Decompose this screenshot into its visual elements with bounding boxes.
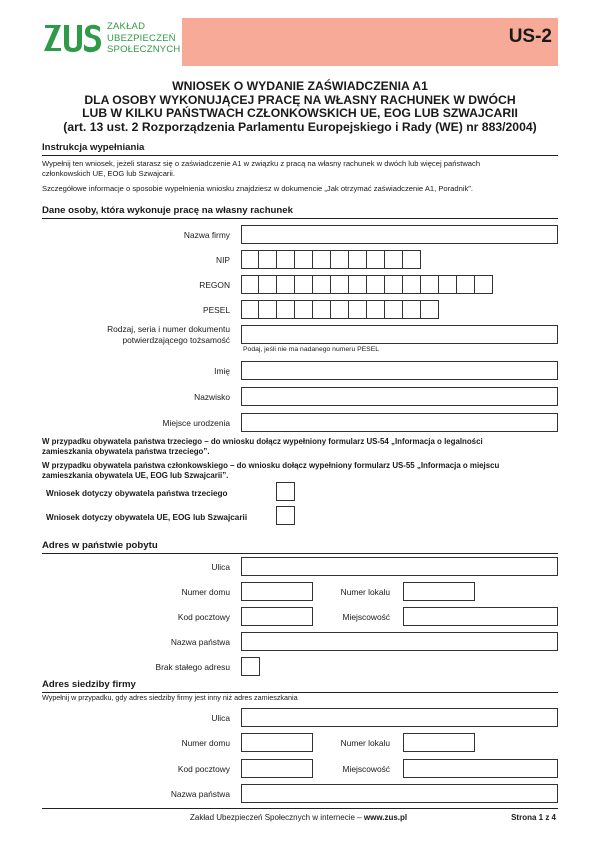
company-address-heading: Adres siedziby firmy bbox=[42, 679, 558, 693]
instructions-paragraph bbox=[42, 159, 562, 180]
third-country-note bbox=[42, 437, 558, 456]
zus-logo-icon bbox=[44, 22, 102, 54]
member-state-note-line: zamieszkania obywatela UE, EOG lub Szwajcarii”. bbox=[42, 470, 229, 480]
digit-cell[interactable] bbox=[277, 300, 295, 319]
digit-cell[interactable] bbox=[385, 300, 403, 319]
third-country-checkbox[interactable] bbox=[276, 482, 295, 501]
identity-document-label bbox=[40, 324, 230, 346]
digit-cell[interactable] bbox=[241, 275, 259, 294]
identity-document-field[interactable] bbox=[241, 325, 558, 344]
third-country-note-line: W przypadku obywatela państwa trzeciego – do wniosku dołącz wypełniony formularz US-54 „Informacja o legalności bbox=[42, 437, 483, 446]
residence-street-label: Ulica bbox=[211, 562, 230, 572]
digit-cell[interactable] bbox=[259, 250, 277, 269]
digit-cell[interactable] bbox=[349, 275, 367, 294]
digit-cell[interactable] bbox=[331, 250, 349, 269]
identity-document-label-line: potwierdzającego tożsamość bbox=[122, 335, 230, 345]
footer-link[interactable]: www.zus.pl bbox=[363, 813, 408, 822]
digit-cell[interactable] bbox=[385, 250, 403, 269]
no-fixed-address-label: Brak stałego adresu bbox=[155, 662, 230, 672]
birthplace-label: Miejsce urodzenia bbox=[162, 418, 230, 428]
company-street-label: Ulica bbox=[211, 713, 230, 723]
company-country-field[interactable] bbox=[241, 784, 558, 803]
third-country-checkbox-label: Wniosek dotyczy obywatela państwa trzeciego bbox=[46, 489, 228, 498]
residence-city-field[interactable] bbox=[403, 607, 558, 626]
digit-cell[interactable] bbox=[277, 275, 295, 294]
digit-cell[interactable] bbox=[385, 275, 403, 294]
footer-text-label: Zakład Ubezpieczeń Społecznych w internecie – bbox=[190, 813, 364, 822]
digit-cell[interactable] bbox=[457, 275, 475, 294]
regon-field[interactable] bbox=[241, 275, 493, 294]
company-address-note: Wypełnij w przypadku, gdy adres siedziby firmy jest inny niż adres zamieszkania bbox=[42, 693, 298, 702]
logo-line: SPOŁECZNYCH bbox=[107, 44, 181, 55]
digit-cell[interactable] bbox=[277, 250, 295, 269]
third-country-note-line: zamieszkania obywatela państwa trzeciego”. bbox=[42, 446, 210, 456]
digit-cell[interactable] bbox=[313, 250, 331, 269]
digit-cell[interactable] bbox=[421, 275, 439, 294]
page-title bbox=[42, 80, 558, 134]
instructions-paragraph-2: Szczegółowe informacje o sposobie wypełnienia wniosku znajdziesz w dokumencie „Jak otrzymać zaświadczenie A1, Poradnik”. bbox=[42, 184, 473, 193]
nip-label: NIP bbox=[216, 255, 230, 265]
digit-cell[interactable] bbox=[403, 275, 421, 294]
residence-heading: Adres w państwie pobytu bbox=[42, 540, 558, 554]
company-city-label: Miejscowość bbox=[342, 764, 390, 774]
residence-postcode-label: Kod pocztowy bbox=[177, 612, 230, 622]
eu-citizen-checkbox-label: Wniosek dotyczy obywatela UE, EOG lub Szwajcarii bbox=[46, 513, 248, 522]
member-state-note-line: W przypadku obywatela państwa członkowskiego – do wniosku dołącz wypełniony formularz US-55 „Informacja o miejscu bbox=[42, 461, 500, 470]
page-number: Strona 1 z 4 bbox=[511, 813, 556, 822]
residence-street-field[interactable] bbox=[241, 557, 558, 576]
eu-citizen-checkbox[interactable] bbox=[276, 506, 295, 525]
company-postcode-label: Kod pocztowy bbox=[177, 764, 230, 774]
digit-cell[interactable] bbox=[367, 250, 385, 269]
company-house-no-label: Numer domu bbox=[181, 738, 230, 748]
footer-text bbox=[190, 813, 407, 822]
identity-document-label-line: Rodzaj, seria i numer dokumentu bbox=[107, 324, 230, 334]
residence-city-label: Miejscowość bbox=[342, 612, 390, 622]
company-street-field[interactable] bbox=[241, 708, 558, 727]
pesel-field[interactable] bbox=[241, 300, 439, 319]
nip-field[interactable] bbox=[241, 250, 421, 269]
digit-cell[interactable] bbox=[349, 250, 367, 269]
instructions-heading: Instrukcja wypełniania bbox=[42, 142, 558, 156]
birthplace-field[interactable] bbox=[241, 413, 558, 432]
member-state-note bbox=[42, 461, 558, 480]
form-code: US-2 bbox=[508, 26, 552, 47]
residence-country-label: Nazwa państwa bbox=[170, 637, 230, 647]
digit-cell[interactable] bbox=[241, 300, 259, 319]
title-line: DLA OSOBY WYKONUJĄCEJ PRACĘ NA WŁASNY RACHUNEK W DWÓCH bbox=[84, 92, 516, 107]
residence-flat-no-label: Numer lokalu bbox=[340, 587, 390, 597]
first-name-label: Imię bbox=[214, 366, 230, 376]
digit-cell[interactable] bbox=[403, 300, 421, 319]
digit-cell[interactable] bbox=[331, 300, 349, 319]
instructions-line: członkowskich UE, EOG lub Szwajcarii. bbox=[42, 169, 175, 179]
company-name-label: Nazwa firmy bbox=[183, 230, 230, 240]
company-flat-no-label: Numer lokalu bbox=[340, 738, 390, 748]
digit-cell[interactable] bbox=[475, 275, 493, 294]
logo-wordmark bbox=[107, 21, 180, 56]
identity-document-note: Podaj, jeśli nie ma nadanego numeru PESEL bbox=[243, 346, 380, 353]
digit-cell[interactable] bbox=[259, 275, 277, 294]
regon-label: REGON bbox=[199, 280, 230, 290]
residence-country-field[interactable] bbox=[241, 632, 558, 651]
footer-divider bbox=[42, 808, 558, 809]
digit-cell[interactable] bbox=[331, 275, 349, 294]
no-fixed-address-checkbox[interactable] bbox=[241, 657, 260, 676]
last-name-label: Nazwisko bbox=[194, 392, 230, 402]
digit-cell[interactable] bbox=[259, 300, 277, 319]
instructions-line: Wypełnij ten wniosek, jeżeli starasz się o zaświadczenie A1 w związku z pracą na własny rachunek w dwóch lub więcej państwach bbox=[42, 159, 481, 168]
digit-cell[interactable] bbox=[295, 300, 313, 319]
title-line: WNIOSEK O WYDANIE ZAŚWIADCZENIA A1 bbox=[172, 79, 428, 93]
last-name-field[interactable] bbox=[241, 387, 558, 406]
digit-cell[interactable] bbox=[313, 300, 331, 319]
digit-cell[interactable] bbox=[439, 275, 457, 294]
digit-cell[interactable] bbox=[367, 275, 385, 294]
company-name-field[interactable] bbox=[241, 225, 558, 244]
company-city-field[interactable] bbox=[403, 759, 558, 778]
residence-house-no-label: Numer domu bbox=[181, 587, 230, 597]
person-heading: Dane osoby, która wykonuje pracę na własny rachunek bbox=[42, 205, 558, 219]
title-line: LUB W KILKU PAŃSTWACH CZŁONKOWSKICH UE, EOG LUB SZWAJCARII bbox=[82, 106, 518, 121]
digit-cell[interactable] bbox=[313, 275, 331, 294]
company-country-label: Nazwa państwa bbox=[170, 789, 230, 799]
pesel-label: PESEL bbox=[202, 305, 230, 315]
digit-cell[interactable] bbox=[349, 300, 367, 319]
first-name-field[interactable] bbox=[241, 361, 558, 380]
logo-line: UBEZPIECZEŃ bbox=[107, 32, 176, 44]
digit-cell[interactable] bbox=[295, 250, 313, 269]
digit-cell[interactable] bbox=[241, 250, 259, 269]
logo-line: ZAKŁAD bbox=[107, 21, 146, 32]
digit-cell[interactable] bbox=[421, 300, 439, 319]
digit-cell[interactable] bbox=[403, 250, 421, 269]
title-line: (art. 13 ust. 2 Rozporządzenia Parlamentu Europejskiego i Rady (WE) nr 883/2004) bbox=[63, 119, 537, 134]
digit-cell[interactable] bbox=[295, 275, 313, 294]
residence-flat-no-field[interactable] bbox=[403, 582, 475, 601]
company-flat-no-field[interactable] bbox=[403, 733, 475, 752]
digit-cell[interactable] bbox=[367, 300, 385, 319]
